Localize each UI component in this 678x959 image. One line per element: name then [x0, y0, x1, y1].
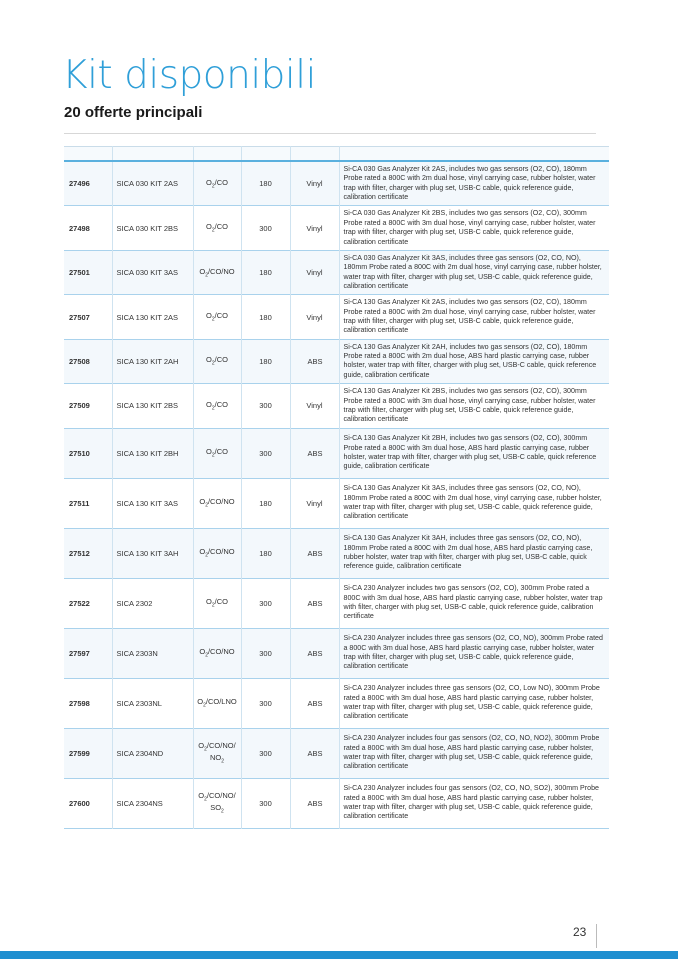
product-code: 27498: [69, 223, 90, 233]
product-code: 27512: [69, 548, 90, 558]
gas-sensors: $O_2/CO/NO$: [193, 628, 241, 678]
product-description: Si-CA 130 Gas Analyzer Kit 2BS, includes two gas sensors (O2, CO), 300mm Probe rated a 800C with 3m dual hose, vinyl carrying case, rubber holster, water trap with filter, charger with plug set, USB-C cable, quick reference guide, calibration certificate: [339, 384, 609, 428]
table-row: [64, 678, 609, 728]
gas-sensors: $O_2/CO/NO/$ $NO_2$: [193, 728, 241, 778]
product-code: 27510: [69, 448, 90, 458]
case-type: Vinyl: [290, 478, 339, 528]
case-type: Vinyl: [290, 206, 339, 250]
product-name: SICA 130 KIT 2AS: [112, 295, 193, 339]
gas-sensors: $O_2/CO/NO$: [193, 478, 241, 528]
product-description: Si-CA 230 Analyzer includes three gas sensors (O2, CO, NO), 300mm Probe rated a 800C with 3m dual hose, ABS hard plastic carrying case, rubber holster, water trap with filter, charger with plug set, USB-C cable, quick reference guide, calibration certificate: [339, 628, 609, 678]
gas-sensors: $O_2/CO/NO$: [193, 528, 241, 578]
case-type: ABS: [290, 778, 339, 828]
case-type: ABS: [290, 428, 339, 478]
case-type: Vinyl: [290, 384, 339, 428]
column-header-gas: [193, 147, 241, 162]
product-description: Si-CA 230 Analyzer includes four gas sensors (O2, CO, NO, NO2), 300mm Probe rated a 800C with 3m dual hose, ABS hard plastic carrying case, rubber holster, water trap with filter, charger with plug set, USB-C cable, quick reference guide, calibration certificate: [339, 728, 609, 778]
case-type: ABS: [290, 339, 339, 383]
product-description: Si-CA 230 Analyzer includes two gas sensors (O2, CO), 300mm Probe rated a 800C with 3m dual hose, ABS hard plastic carrying case, rubber holster, water trap with filter, charger with plug set, USB-C cable, quick reference guide, calibration certificate: [339, 578, 609, 628]
column-header-probe: [241, 147, 290, 162]
product-description: Si-CA 030 Gas Analyzer Kit 3AS, includes three gas sensors (O2, CO, NO), 180mm Probe rated a 800C with 2m dual hose, vinyl carrying case, rubber holster, water trap with filter, charger with plug set, USB-C cable, quick reference guide, calibration certificate: [339, 250, 609, 294]
case-type: Vinyl: [290, 161, 339, 206]
gas-sensors: $O_2/CO/NO/$ $SO_2$: [193, 778, 241, 828]
probe-length: 180: [241, 339, 290, 383]
table-row: [64, 206, 609, 250]
product-code: 27600: [69, 798, 90, 808]
table-row: [64, 250, 609, 294]
probe-length: 180: [241, 250, 290, 294]
product-name: SICA 2304NS: [112, 778, 193, 828]
page-number-divider: [596, 924, 597, 948]
case-type: ABS: [290, 678, 339, 728]
product-code: 27496: [69, 179, 90, 189]
probe-length: 300: [241, 728, 290, 778]
product-description: Si-CA 030 Gas Analyzer Kit 2AS, includes two gas sensors (O2, CO), 180mm Probe rated a 800C with 2m dual hose, vinyl carrying case, rubber holster, water trap with filter, charger with plug set, USB-C cable, quick reference guide, calibration certificate: [339, 161, 609, 206]
gas-sensors: $O_2/CO/NO$: [193, 250, 241, 294]
table-row: [64, 428, 609, 478]
page-title: Kit disponibili: [62, 53, 316, 98]
table-row: [64, 161, 609, 206]
probe-length: 300: [241, 578, 290, 628]
case-type: Vinyl: [290, 295, 339, 339]
case-type: Vinyl: [290, 250, 339, 294]
product-code: 27501: [69, 268, 90, 278]
product-description: Si-CA 030 Gas Analyzer Kit 2BS, includes two gas sensors (O2, CO), 300mm Probe rated a 800C with 3m dual hose, vinyl carrying case, rubber holster, water trap with filter, charger with plug set, USB-C cable, quick reference guide, calibration certificate: [339, 206, 609, 250]
table-row: [64, 295, 609, 339]
gas-sensors: $O_2/CO$: [193, 578, 241, 628]
probe-length: 180: [241, 528, 290, 578]
case-type: ABS: [290, 578, 339, 628]
probe-length: 300: [241, 206, 290, 250]
product-code: 27508: [69, 356, 90, 366]
product-name: SICA 030 KIT 3AS: [112, 250, 193, 294]
column-header-description: [339, 147, 609, 162]
gas-sensors: $O_2/CO$: [193, 161, 241, 206]
product-name: SICA 130 KIT 3AS: [112, 478, 193, 528]
product-name: SICA 2303NL: [112, 678, 193, 728]
product-name: SICA 130 KIT 2AH: [112, 339, 193, 383]
product-name: SICA 130 KIT 2BH: [112, 428, 193, 478]
product-code: 27598: [69, 698, 90, 708]
product-name: SICA 130 KIT 2BS: [112, 384, 193, 428]
gas-sensors: $O_2/CO$: [193, 295, 241, 339]
product-description: Si-CA 130 Gas Analyzer Kit 2AH, includes two gas sensors (O2, CO), 180mm Probe rated a 800C with 2m dual hose, ABS hard plastic carrying case, rubber holster, water trap with filter, charger with plug set, USB-C cable, quick reference guide, calibration certificate: [339, 339, 609, 383]
gas-sensors: $O_2/CO$: [193, 428, 241, 478]
product-code: 27507: [69, 312, 90, 322]
table-row: [64, 628, 609, 678]
case-type: ABS: [290, 728, 339, 778]
gas-sensors: $O_2/CO$/LNO: [193, 678, 241, 728]
probe-length: 300: [241, 678, 290, 728]
product-name: SICA 130 KIT 3AH: [112, 528, 193, 578]
product-description: Si-CA 130 Gas Analyzer Kit 3AS, includes three gas sensors (O2, CO, NO), 180mm Probe rated a 800C with 2m dual hose, vinyl carrying case, rubber holster, water trap with filter, charger with plug set, USB-C cable, quick reference guide, calibration certificate: [339, 478, 609, 528]
page-subtitle: 20 offerte principali: [64, 104, 203, 121]
column-header-case: [290, 147, 339, 162]
probe-length: 300: [241, 628, 290, 678]
product-name: SICA 2303N: [112, 628, 193, 678]
table-row: [64, 778, 609, 828]
product-description: Si-CA 130 Gas Analyzer Kit 2BH, includes two gas sensors (O2, CO), 300mm Probe rated a 800C with 3m dual hose, ABS hard plastic carrying case, rubber holster, water trap with filter, charger with plug set, USB-C cable, quick reference guide, calibration certificate: [339, 428, 609, 478]
header-divider: [64, 133, 596, 134]
product-name: SICA 2302: [112, 578, 193, 628]
product-code: 27511: [69, 498, 90, 508]
gas-sensors: $O_2/CO$: [193, 206, 241, 250]
gas-sensors: $O_2/CO$: [193, 384, 241, 428]
probe-length: 180: [241, 295, 290, 339]
table-row: [64, 528, 609, 578]
product-code: 27597: [69, 648, 90, 658]
kit-table: [64, 146, 609, 829]
probe-length: 180: [241, 161, 290, 206]
product-description: Si-CA 130 Gas Analyzer Kit 3AH, includes three gas sensors (O2, CO, NO), 180mm Probe rated a 800C with 2m dual hose, ABS hard plastic carrying case, rubber holster, water trap with filter, charger with plug set, USB-C cable, quick reference guide, calibration certificate: [339, 528, 609, 578]
gas-sensors: $O_2/CO$: [193, 339, 241, 383]
table-row: [64, 578, 609, 628]
table-row: [64, 478, 609, 528]
probe-length: 180: [241, 478, 290, 528]
table-header-row: [64, 147, 609, 162]
probe-length: 300: [241, 778, 290, 828]
bottom-accent-bar: [0, 951, 678, 959]
kit-table-body: [64, 161, 609, 828]
product-name: SICA 030 KIT 2AS: [112, 161, 193, 206]
probe-length: 300: [241, 428, 290, 478]
case-type: ABS: [290, 628, 339, 678]
column-header-name: [112, 147, 193, 162]
product-code: 27522: [69, 598, 90, 608]
probe-length: 300: [241, 384, 290, 428]
case-type: ABS: [290, 528, 339, 578]
product-description: Si-CA 230 Analyzer includes three gas sensors (O2, CO, Low NO), 300mm Probe rated a 800C with 3m dual hose, ABS hard plastic carrying case, rubber holster, water trap with filter, charger with plug set, USB-C cable, quick reference guide, calibration certificate: [339, 678, 609, 728]
product-code: 27509: [69, 401, 90, 411]
page-number: 23: [573, 925, 587, 939]
product-description: Si-CA 130 Gas Analyzer Kit 2AS, includes two gas sensors (O2, CO), 180mm Probe rated a 800C with 2m dual hose, vinyl carrying case, rubber holster, water trap with filter, charger with plug set, USB-C cable, quick reference guide, calibration certificate: [339, 295, 609, 339]
table-row: [64, 339, 609, 383]
product-name: SICA 2304ND: [112, 728, 193, 778]
product-code: 27599: [69, 748, 90, 758]
product-name: SICA 030 KIT 2BS: [112, 206, 193, 250]
table-row: [64, 384, 609, 428]
product-description: Si-CA 230 Analyzer includes four gas sensors (O2, CO, NO, SO2), 300mm Probe rated a 800C with 3m dual hose, ABS hard plastic carrying case, rubber holster, water trap with filter, charger with plug set, USB-C cable, quick reference guide, calibration certificate: [339, 778, 609, 828]
column-header-code: [64, 147, 112, 162]
table-row: [64, 728, 609, 778]
